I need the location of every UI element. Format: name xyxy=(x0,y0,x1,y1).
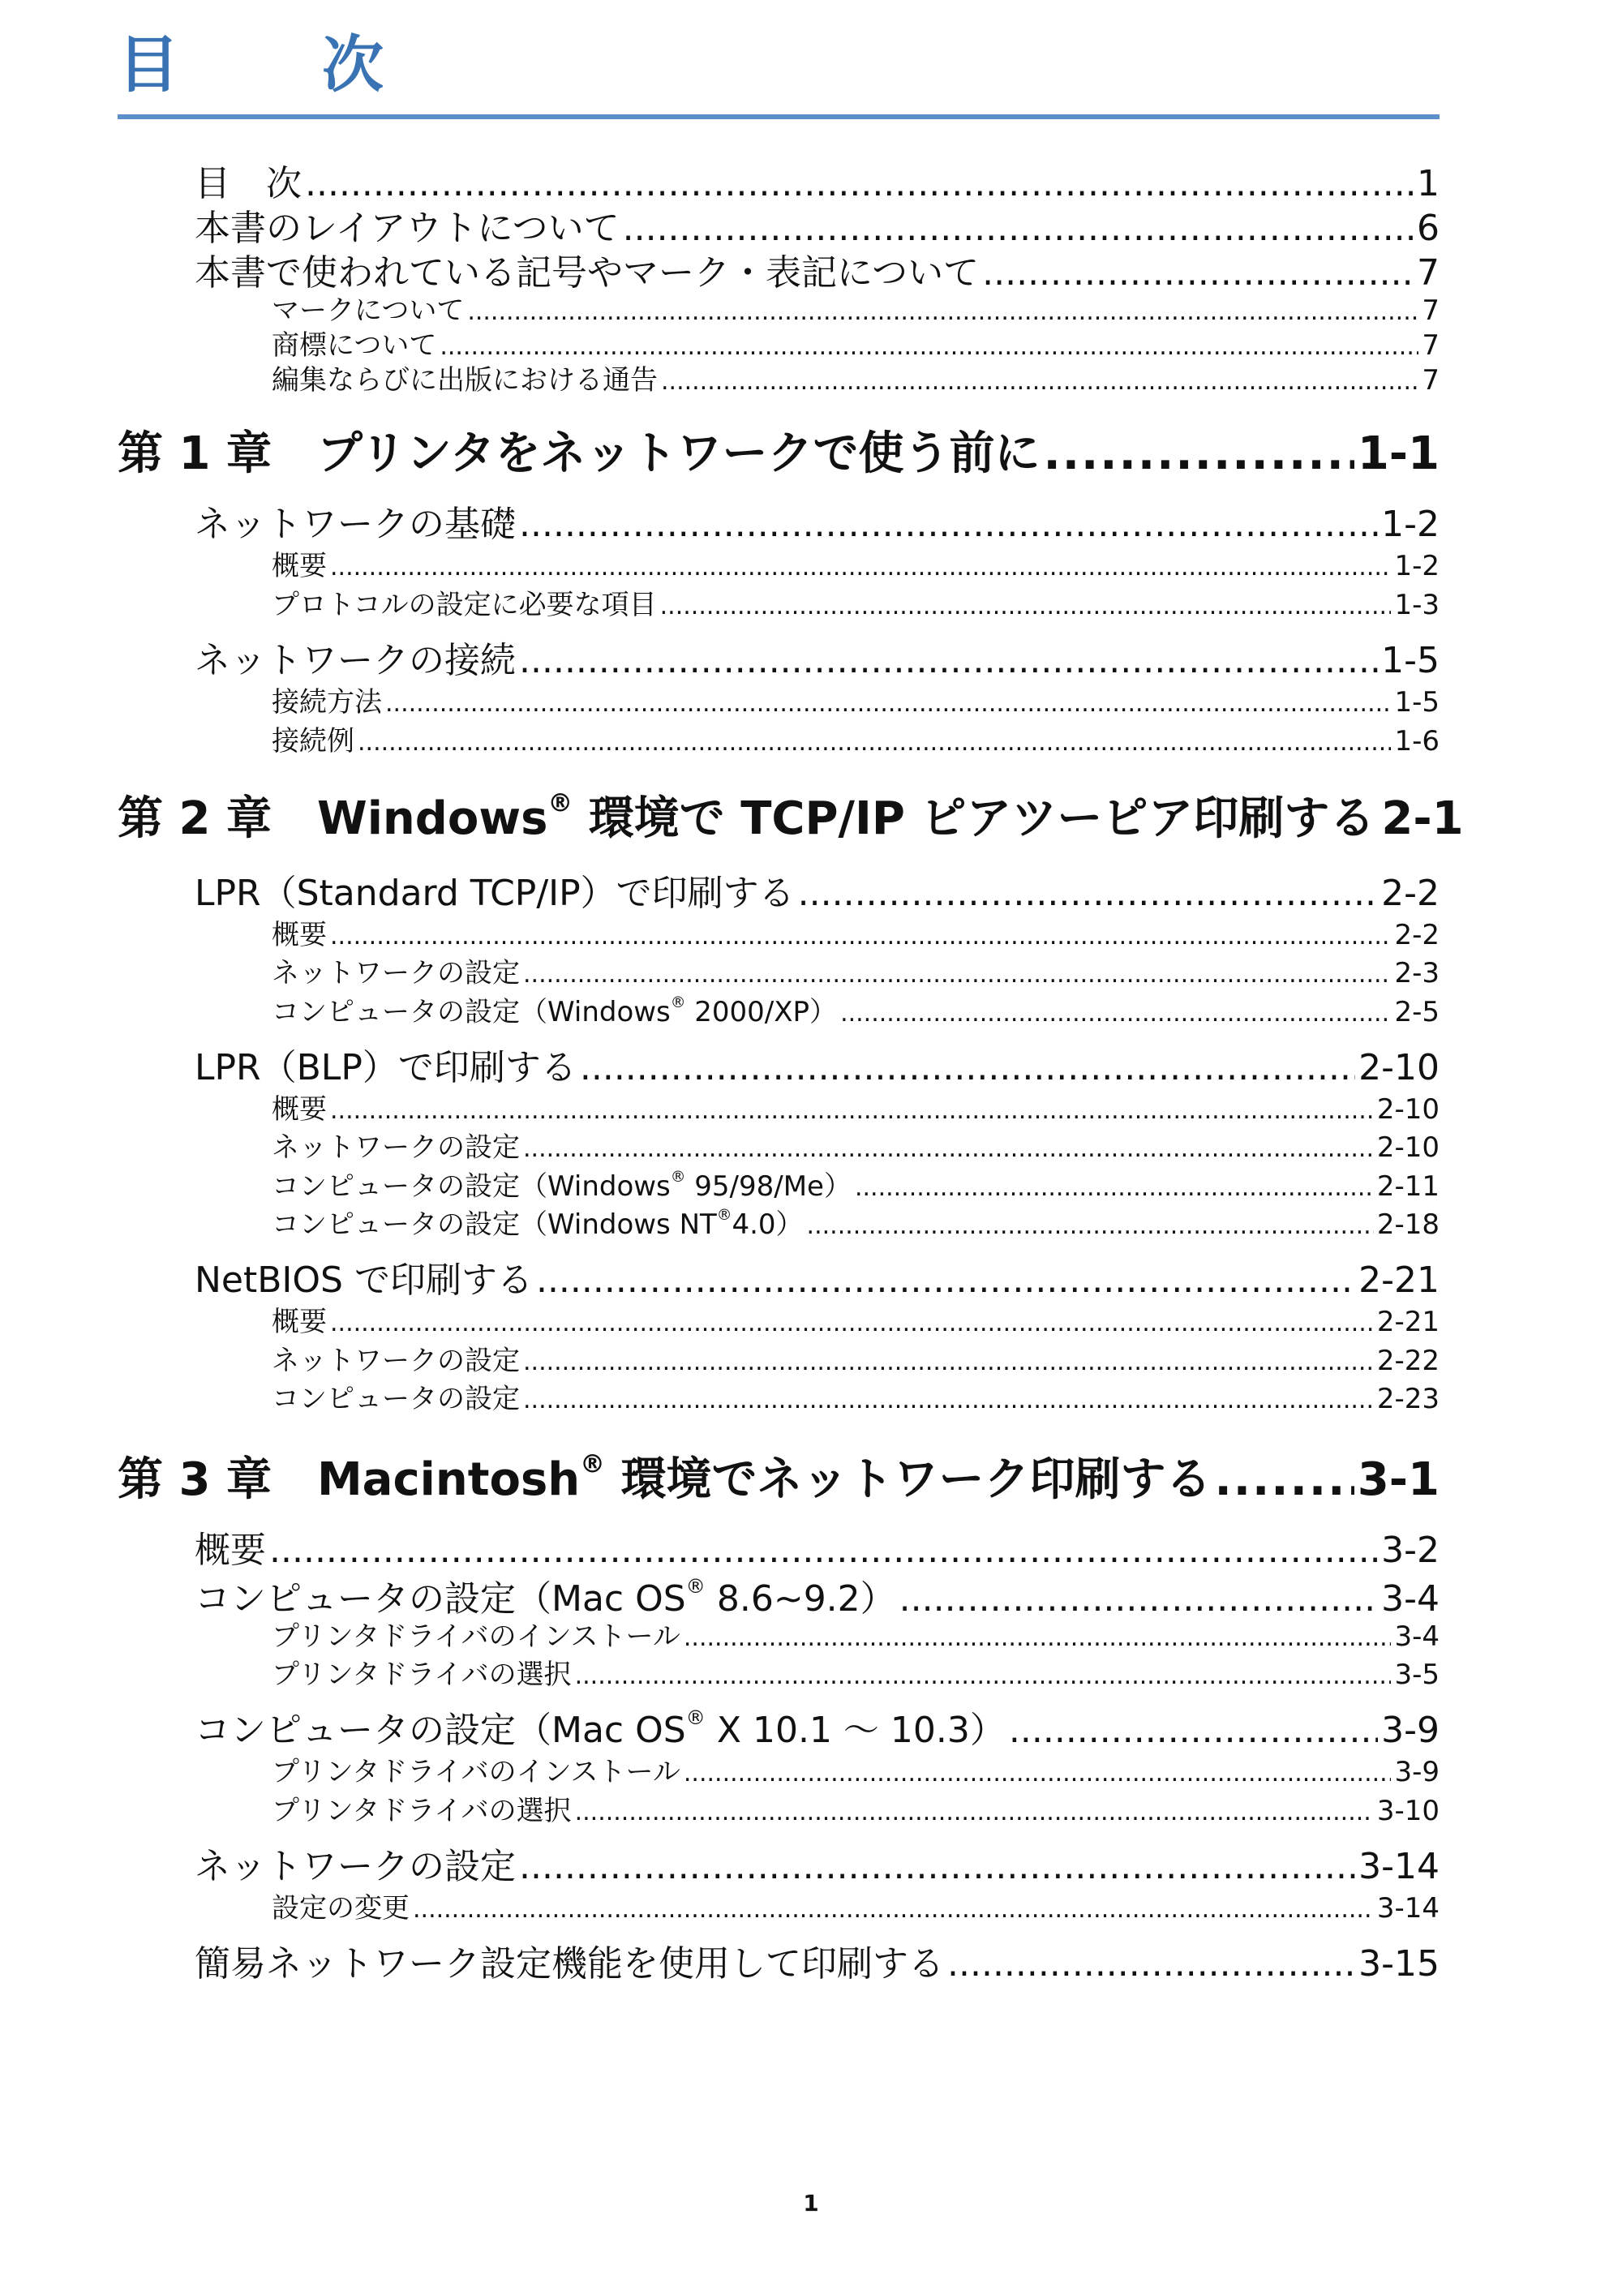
registered-mark: ® xyxy=(685,1706,706,1730)
toc-entry-title: 概要 xyxy=(195,1530,266,1571)
dot-leader xyxy=(536,1260,1355,1301)
toc-chapter-entry[interactable] xyxy=(118,783,1464,848)
toc-entry-title: 概要 xyxy=(272,1306,327,1338)
toc-subsection-entry[interactable] xyxy=(272,582,1440,622)
dot-leader xyxy=(1009,1710,1378,1751)
toc-page-number: 3-14 xyxy=(1358,1846,1440,1887)
toc-section-entry[interactable] xyxy=(195,1934,1440,1986)
toc-entry-title xyxy=(272,1202,804,1242)
toc-subsection-entry[interactable] xyxy=(272,951,1440,990)
toc-page-number: 1-1 xyxy=(1357,427,1440,480)
toc-subsection-entry[interactable] xyxy=(272,543,1440,583)
toc-page-number: 1-5 xyxy=(1394,686,1440,719)
toc-entry-title: プリンタドライバの選択 xyxy=(272,1795,572,1827)
dot-leader xyxy=(947,1943,1355,1985)
toc-page-number: 2-18 xyxy=(1376,1208,1440,1241)
dot-leader xyxy=(1043,427,1354,480)
toc-page-number: 2-2 xyxy=(1381,873,1440,914)
toc-entry-title: プロトコルの設定に必要な項目 xyxy=(272,589,657,621)
dot-leader xyxy=(523,1135,1374,1163)
toc-subsection-entry[interactable] xyxy=(272,358,1440,397)
toc-section-entry[interactable] xyxy=(195,864,1440,916)
toc-page-number: 3-5 xyxy=(1394,1659,1440,1691)
toc-entry-title-part: コンピュータの設定（Mac OS xyxy=(195,1710,686,1751)
toc-entry-title xyxy=(272,1164,852,1204)
toc-page-number: 1-5 xyxy=(1381,640,1440,681)
dot-leader xyxy=(684,1759,1392,1787)
toc-entry-title: NetBIOS で印刷する xyxy=(195,1260,533,1301)
toc-page-number: 2-21 xyxy=(1376,1306,1440,1338)
dot-leader xyxy=(575,1662,1392,1690)
toc-entry-title-part: 第 3 章 Macintosh xyxy=(118,1453,581,1506)
toc-subsection-entry[interactable] xyxy=(272,288,1440,328)
toc-page-number: 2-23 xyxy=(1376,1383,1440,1415)
toc-entry-title: LPR（Standard TCP/IP）で印刷する xyxy=(195,873,795,914)
toc-entry-title: 接続方法 xyxy=(272,686,382,719)
toc-subsection-entry[interactable] xyxy=(272,1614,1440,1654)
toc-page-number: 3-10 xyxy=(1376,1795,1440,1827)
toc-entry-title: 概要 xyxy=(272,919,327,951)
toc-entry-title: プリンタドライバの選択 xyxy=(272,1659,572,1691)
toc-subsection-entry[interactable] xyxy=(272,1652,1440,1692)
toc-subsection-entry[interactable] xyxy=(272,1376,1440,1416)
toc-section-entry[interactable] xyxy=(195,495,1440,547)
toc-entry-title: プリンタドライバのインストール xyxy=(272,1620,680,1653)
dot-leader xyxy=(519,504,1378,545)
toc-page-number: 2-5 xyxy=(1394,996,1440,1028)
toc-page-number: 2-21 xyxy=(1358,1260,1440,1301)
toc-page-number: 2-10 xyxy=(1376,1093,1440,1126)
toc-section-entry[interactable] xyxy=(195,1701,1440,1753)
toc-subsection-entry[interactable] xyxy=(272,1788,1440,1828)
toc-entry-title: ネットワークの設定 xyxy=(195,1846,516,1887)
registered-mark: ® xyxy=(685,1575,706,1599)
toc-entry-title xyxy=(118,783,1375,848)
toc-entry-title-part: コンピュータの設定（Mac OS xyxy=(195,1578,686,1620)
toc-entry-title: 編集ならびに出版における通告 xyxy=(272,364,658,397)
toc-entry-title-part: 4.0） xyxy=(732,1208,804,1241)
toc-section-entry[interactable] xyxy=(195,631,1440,683)
toc-page-number: 2-2 xyxy=(1394,919,1440,951)
toc-entry-title: コンピュータの設定 xyxy=(272,1383,520,1415)
dot-leader xyxy=(840,999,1391,1028)
dot-leader xyxy=(523,960,1391,989)
toc-entry-title-part: 95/98/Me） xyxy=(685,1170,852,1203)
toc-subsection-entry[interactable] xyxy=(272,1749,1440,1789)
toc-page-number: 2-1 xyxy=(1381,792,1464,845)
dot-leader xyxy=(330,553,1391,582)
toc-page-number: 2-11 xyxy=(1376,1170,1440,1203)
toc-section-entry[interactable] xyxy=(195,1038,1440,1090)
toc-entry-title: 本書で使われている記号やマーク・表記について xyxy=(195,252,980,294)
toc-entry-title: ネットワークの基礎 xyxy=(195,504,516,545)
toc-entry-title: ネットワークの設定 xyxy=(272,1131,520,1164)
registered-mark: ® xyxy=(670,994,686,1012)
toc-entry-title: 概要 xyxy=(272,1093,327,1126)
registered-mark: ® xyxy=(716,1207,732,1225)
toc-page-number: 1-3 xyxy=(1394,589,1440,621)
dot-leader xyxy=(523,1348,1374,1376)
toc-page-number: 2-10 xyxy=(1358,1047,1440,1088)
dot-leader xyxy=(661,367,1418,396)
toc-subsection-entry[interactable] xyxy=(272,680,1440,719)
toc-page-number: 1 xyxy=(1417,163,1440,204)
toc-page-number: 2-3 xyxy=(1394,957,1440,989)
toc-entry-title: LPR（BLP）で印刷する xyxy=(195,1047,577,1088)
toc-page-number: 3-14 xyxy=(1376,1892,1440,1925)
toc-subsection-entry[interactable] xyxy=(272,323,1440,363)
dot-leader xyxy=(855,1174,1374,1202)
toc-page-number: 2-10 xyxy=(1376,1131,1440,1164)
dot-leader xyxy=(519,1846,1355,1887)
toc-section-entry[interactable] xyxy=(195,1521,1440,1573)
toc-page-number: 3-4 xyxy=(1394,1620,1440,1653)
registered-mark: ® xyxy=(670,1169,686,1187)
toc-subsection-entry[interactable] xyxy=(272,989,1440,1029)
dot-leader xyxy=(660,592,1392,620)
registered-mark: ® xyxy=(547,788,573,818)
toc-entry-title: 設定の変更 xyxy=(272,1892,410,1925)
dot-leader xyxy=(580,1047,1355,1088)
dot-leader xyxy=(575,1798,1374,1826)
toc-entry-title: 本書のレイアウトについて xyxy=(195,208,620,249)
registered-mark: ® xyxy=(580,1449,605,1479)
toc-entry-title: 第 1 章 プリンタをネットワークで使う前に xyxy=(118,427,1041,480)
toc-page-number: 3-1 xyxy=(1357,1453,1440,1506)
toc-chapter-entry[interactable] xyxy=(118,1444,1440,1508)
toc-entry-title: 接続例 xyxy=(272,725,354,757)
dot-leader xyxy=(269,1530,1378,1571)
toc-entry-title-part: 8.6~9.2） xyxy=(705,1578,896,1620)
toc-page-number: 3-15 xyxy=(1358,1943,1440,1985)
toc-page-number: 7 xyxy=(1422,364,1440,397)
dot-leader xyxy=(330,922,1391,951)
toc-subsection-entry[interactable] xyxy=(272,1125,1440,1165)
toc-subsection-entry[interactable] xyxy=(272,1164,1440,1204)
dot-leader xyxy=(807,1212,1374,1240)
dot-leader xyxy=(385,689,1391,718)
toc-page-number: 7 xyxy=(1422,294,1440,327)
dot-leader xyxy=(1214,1453,1354,1506)
toc-page-number: 7 xyxy=(1417,252,1440,294)
toc-entry-title: ネットワークの設定 xyxy=(272,957,520,989)
toc-section-entry[interactable] xyxy=(195,1251,1440,1302)
toc-page-number: 3-9 xyxy=(1381,1710,1440,1751)
toc-subsection-entry[interactable] xyxy=(272,1202,1440,1242)
toc-entry-title-part: コンピュータの設定（Windows xyxy=(272,1170,671,1203)
dot-leader xyxy=(523,1386,1374,1414)
dot-leader xyxy=(519,640,1378,681)
toc-entry-title: ネットワークの設定 xyxy=(272,1345,520,1377)
toc-page-number: 1-2 xyxy=(1381,504,1440,545)
toc-page-number: 3-2 xyxy=(1381,1530,1440,1571)
toc-entry-title: 商標について xyxy=(272,329,437,362)
dot-leader xyxy=(684,1624,1392,1652)
toc-section-entry[interactable] xyxy=(195,1837,1440,1889)
toc-page-number: 1-2 xyxy=(1394,550,1440,582)
toc-entry-title xyxy=(195,1701,1006,1753)
toc-entry-title: ネットワークの接続 xyxy=(195,640,516,681)
toc-entry-title: 目 次 xyxy=(195,163,302,204)
toc-entry-title: 概要 xyxy=(272,550,327,582)
dot-leader xyxy=(798,873,1378,914)
toc-chapter-entry[interactable] xyxy=(118,418,1440,483)
page-number: 1 xyxy=(803,2190,819,2217)
dot-leader xyxy=(413,1895,1374,1924)
dot-leader xyxy=(440,333,1418,361)
toc-page-number: 6 xyxy=(1417,208,1440,249)
page-title: 目 次 xyxy=(118,28,424,101)
toc-subsection-entry[interactable] xyxy=(272,912,1440,952)
toc-entry-title-part: コンピュータの設定（Windows NT xyxy=(272,1208,717,1241)
toc-page-number: 1-6 xyxy=(1394,725,1440,757)
toc-page-number: 7 xyxy=(1422,329,1440,362)
toc-subsection-entry[interactable] xyxy=(272,719,1440,758)
toc-entry-title: プリンタドライバのインストール xyxy=(272,1756,680,1788)
toc-subsection-entry[interactable] xyxy=(272,1087,1440,1127)
toc-entry-title: マークについて xyxy=(272,294,465,327)
toc-entry-title-part: 環境で TCP/IP ピアツーピア印刷する xyxy=(573,792,1375,845)
toc-entry-title-part: コンピュータの設定（Windows xyxy=(272,996,671,1028)
toc-entry-title-part: X 10.1 ～ 10.3） xyxy=(705,1710,1006,1751)
toc-subsection-entry[interactable] xyxy=(272,1299,1440,1339)
toc-subsection-entry[interactable] xyxy=(272,1886,1440,1925)
dot-leader xyxy=(358,728,1391,757)
toc-page-number: 3-4 xyxy=(1381,1578,1440,1620)
dot-leader xyxy=(330,1309,1374,1337)
toc-entry-title-part: 2000/XP） xyxy=(685,996,838,1028)
toc-entry-title xyxy=(272,989,837,1029)
toc-entry-title-part: 環境でネットワーク印刷する xyxy=(604,1453,1212,1506)
dot-leader xyxy=(467,298,1418,326)
toc-entry-title-part: 第 2 章 Windows xyxy=(118,792,548,845)
toc-entry-title xyxy=(118,1444,1211,1508)
toc-entry-title: 簡易ネットワーク設定機能を使用して印刷する xyxy=(195,1943,944,1985)
toc-page-number: 3-9 xyxy=(1394,1756,1440,1788)
toc-subsection-entry[interactable] xyxy=(272,1338,1440,1378)
dot-leader xyxy=(330,1097,1374,1125)
toc-page-number: 2-22 xyxy=(1376,1345,1440,1377)
